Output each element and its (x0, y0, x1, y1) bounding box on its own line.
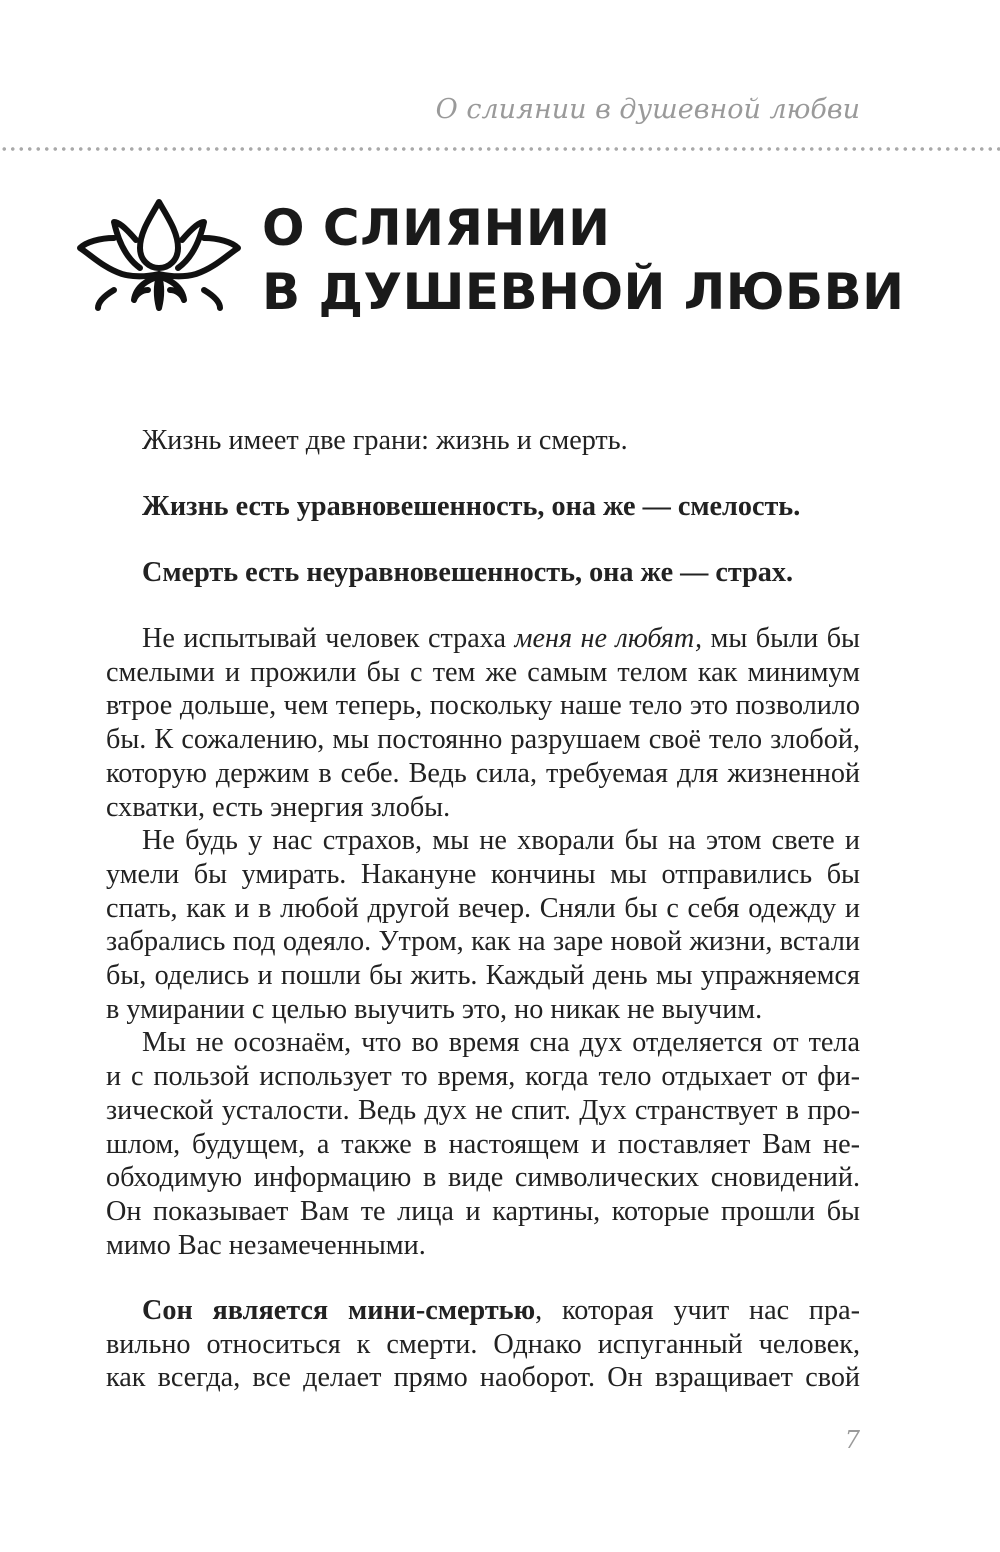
p2-line-6: в умирании с целью выучить это, но никак не выучим. (106, 993, 763, 1025)
p1-line-3: втрое дольше, чем теперь, поскольку наше тело это позволило (106, 690, 860, 722)
p1-line-6: схватки, есть энергия злобы. (106, 791, 451, 823)
p1-line-1-a: Не испытывай человек страха (142, 623, 515, 654)
p3-line-2: и с пользой использует то время, когда тело отдыхает от фи- (106, 1061, 860, 1093)
p4-line-2: вильно относиться к смерти. Однако испуганный человек, (106, 1328, 860, 1360)
p1-line-4: бы. К сожалению, мы постоянно разрушаем своё тело злобой, (106, 724, 860, 756)
p3-line-5: обходимую информацию в виде символических сновидений. (106, 1162, 860, 1194)
p3-line-1: Мы не осознаём, что во время сна дух отделяется от тела (142, 1027, 860, 1059)
intro-line-1: Жизнь имеет две грани: жизнь и смерть. (142, 425, 628, 456)
p4-line-1 (142, 1294, 860, 1328)
chapter-title-line-1: О СЛИЯНИИ (262, 199, 611, 257)
p1-line-1-c: мы были бы (702, 623, 860, 654)
p4-line-1-bold: Сон является мини-смертью (142, 1295, 536, 1326)
p4-line-1-rest: , которая учит нас пра- (535, 1295, 861, 1326)
page-number: 7 (844, 1426, 860, 1454)
p3-line-7: мимо Вас незамеченными. (106, 1229, 426, 1261)
intro-line-2: Жизнь есть уравновешенность, она же — смелость. (142, 491, 801, 522)
dotted-divider (0, 146, 1000, 152)
p1-line-1-italic: меня не любят, (514, 623, 703, 654)
intro-line-3: Смерть есть неуравновешенность, она же — страх. (142, 557, 794, 588)
lotus-icon (74, 196, 244, 312)
p2-line-4: забрались под одеяло. Утром, как на заре новой жизни, встали (106, 926, 860, 958)
p4-line-3: как всегда, все делает прямо наоборот. Он взращивает свой (106, 1362, 860, 1394)
p1-line-1 (142, 622, 860, 656)
p3-line-6: Он показывает Вам те лица и картины, которые прошли бы (106, 1195, 860, 1227)
running-head: О слиянии в душевной любви (435, 94, 860, 125)
p3-line-3: зической усталости. Ведь дух не спит. Дух странствует в про- (106, 1094, 860, 1126)
p2-line-3: спать, как и в любой другой вечер. Сняли бы с себя одежду и (106, 892, 860, 924)
chapter-title-line-2: В ДУШЕВНОЙ ЛЮБВИ (262, 263, 905, 321)
p2-line-2: умели бы умирать. Накануне кончины мы отправились бы (106, 858, 860, 890)
p1-line-5: которую держим в себе. Ведь сила, требуемая для жизненной (106, 757, 860, 789)
p2-line-1: Не будь у нас страхов, мы не хворали бы на этом свете и (142, 825, 860, 857)
chapter-title (262, 196, 905, 324)
p1-line-2: смелыми и прожили бы с тем же самым телом как минимум (106, 656, 860, 688)
p3-line-4: шлом, будущем, а также в настоящем и поставляет Вам не- (106, 1128, 860, 1160)
p2-line-5: бы, оделись и пошли бы жить. Каждый день мы упражняемся (106, 960, 860, 991)
